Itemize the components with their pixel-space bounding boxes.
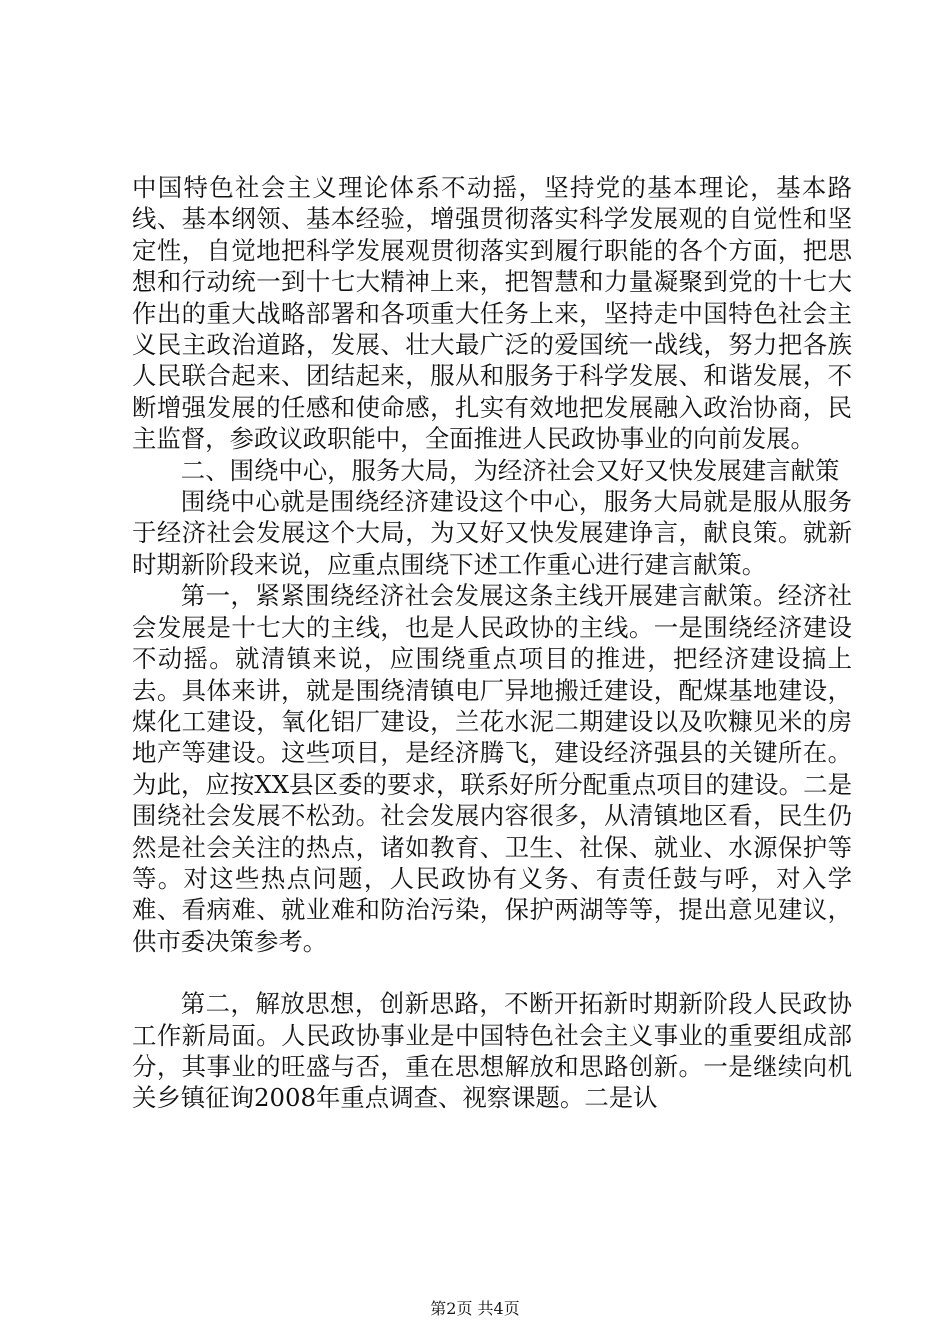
paragraph-continuation: 中国特色社会主义理论体系不动摇，坚持党的基本理论，基本路线、基本纲领、基本经验，增强贯彻落实科学发展观的自觉性和坚定性，自觉地把科学发展观贯彻落实到履行职能的各个方面，把思想和行动统一到十七大精神上来，把智慧和力量凝聚到党的十七大作出的重大战略部署和各项重大任务上来，坚持走中国特色社会主义民主政治道路，发展、壮大最广泛的爱国统一战线，努力把各族人民联合起来、团结起来，服从和服务于科学发展、和谐发展，不断增强发展的任感和使命感，扎实有效地把发展融入政治协商，民主监督，参政议政职能中，全面推进人民政协事业的向前发展。 <box>132 173 852 454</box>
page-number-footer: 第2页 共4页 <box>430 1299 520 1318</box>
paragraph-second-point: 第二，解放思想，创新思路，不断开拓新时期新阶段人民政协工作新局面。人民政协事业是中国特色社会主义事业的重要组成部分，其事业的旺盛与否，重在思想解放和思路创新。一是继续向机关乡镇征询2008年重点调查、视察课题。二是认 <box>132 989 852 1113</box>
section-heading: 二、围绕中心，服务大局，为经济社会又好又快发展建言献策 <box>180 455 840 485</box>
paragraph-intro: 围绕中心就是围绕经济建设这个中心，服务大局就是服从服务于经济社会发展这个大局，为又好又快发展建诤言，献良策。就新时期新阶段来说，应重点围绕下述工作重心进行建言献策。 <box>132 487 852 579</box>
paragraph-first-point: 第一，紧紧围绕经济社会发展这条主线开展建言献策。经济社会发展是十七大的主线，也是人民政协的主线。一是围绕经济建设不动摇。就清镇来说，应围绕重点项目的推进，把经济建设搞上去。具体来讲，就是围绕清镇电厂异地搬迁建设，配煤基地建设，煤化工建设，氧化铝厂建设，兰花水泥二期建设以及吹糠见米的房地产等建设。这些项目，是经济腾飞，建设经济强县的关键所在。为此，应按XX县区委的要求，联系好所分配重点项目的建设。二是围绕社会发展不松劲。社会发展内容很多，从清镇地区看，民生仍然是社会关注的热点，诸如教育、卫生、社保、就业、水源保护等等。对这些热点问题，人民政协有义务、有责任鼓与呼，对入学难、看病难、就业难和防治污染，保护两湖等等，提出意见建议，供市委决策参考。 <box>132 581 852 956</box>
document-body <box>132 172 852 1114</box>
